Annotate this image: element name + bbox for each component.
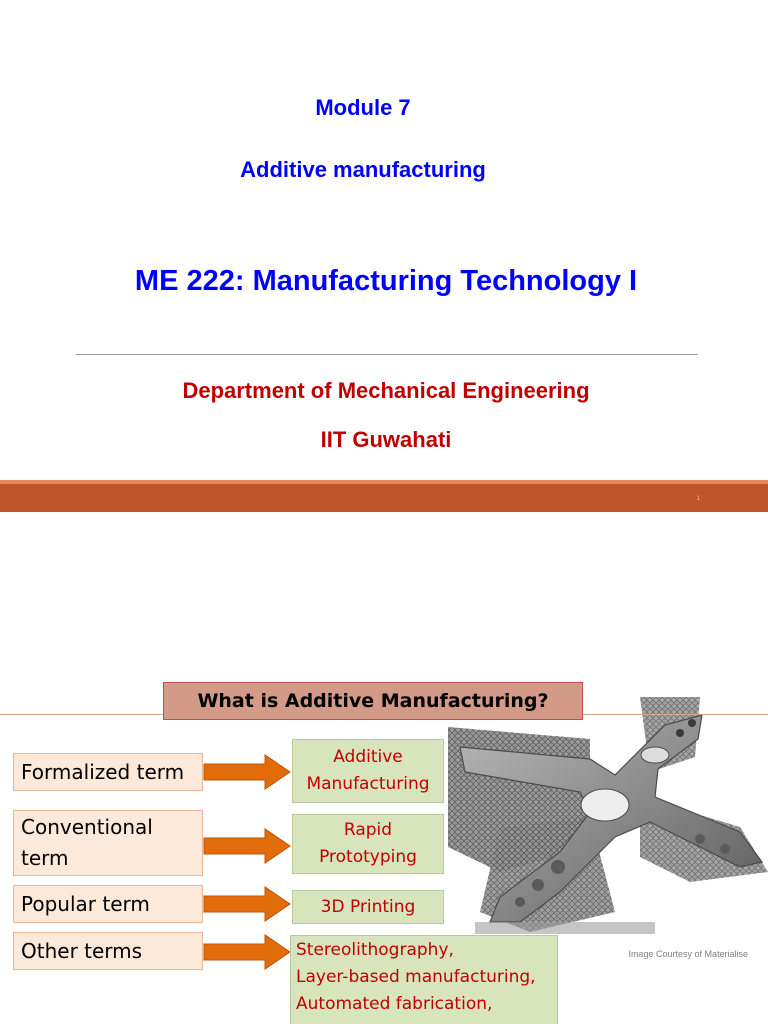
term-formalized: Formalized term [13,753,203,791]
course-title: ME 222: Manufacturing Technology I [134,265,638,297]
definition-other: Stereolithography, Layer-based manufacturing, Automated fabrication, [290,935,558,1024]
module-topic: Additive manufacturing [240,157,486,182]
institute-name: IIT Guwahati [320,427,452,452]
module-label: Module 7 [315,95,411,120]
lattice-part-image [440,697,768,947]
arrow-right-icon [203,934,291,970]
image-caption: Image Courtesy of Materialise [628,949,748,959]
term-other: Other terms [13,932,203,970]
definition-popular: 3D Printing [292,890,444,924]
department-name: Department of Mechanical Engineering [182,378,590,403]
divider [76,354,698,355]
definition-conventional: Rapid Prototyping [292,814,444,874]
page-number: 1 [696,496,700,502]
term-conventional: Conventional term [13,810,203,876]
content-slide [0,512,768,1024]
arrow-right-icon [203,828,291,864]
term-popular: Popular term [13,885,203,923]
arrow-right-icon [203,886,291,922]
slide-title: What is Additive Manufacturing? [163,682,583,720]
definition-formalized: Additive Manufacturing [292,739,444,803]
arrow-right-icon [203,754,291,790]
footer-bar [0,480,768,512]
